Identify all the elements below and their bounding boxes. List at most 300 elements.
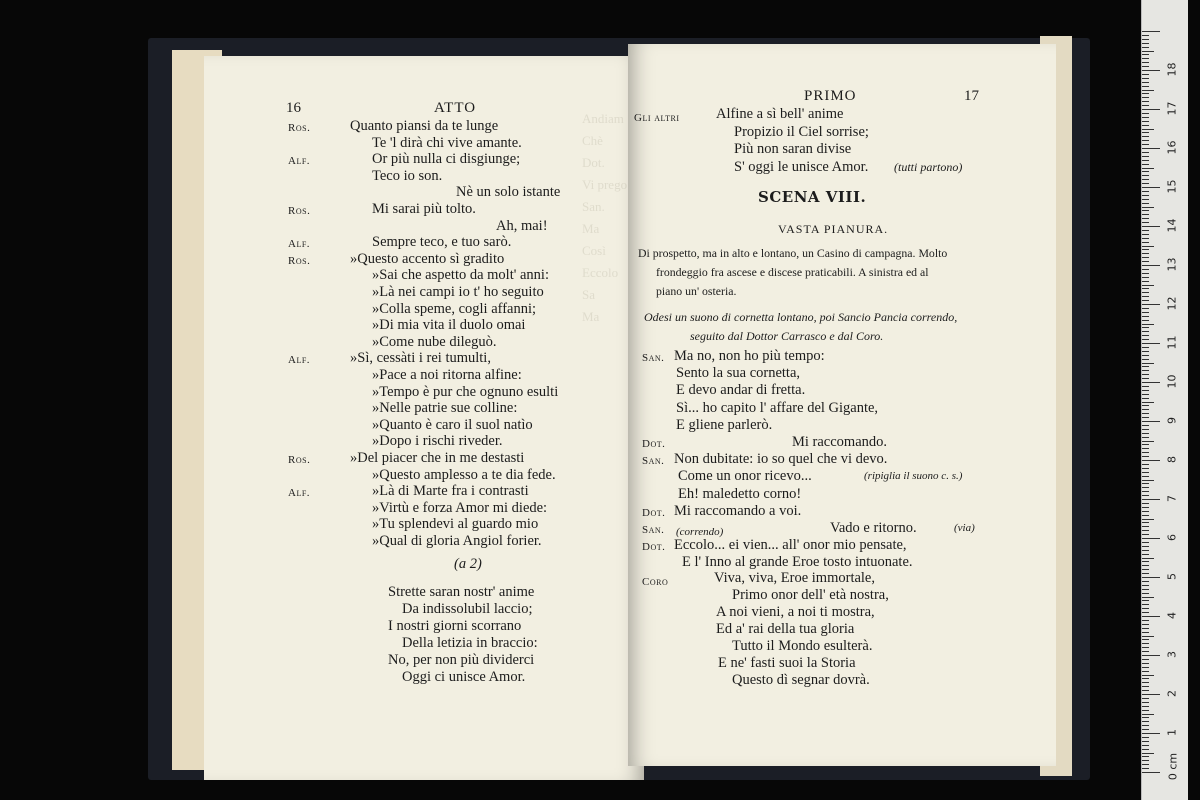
verse-line: Questo dì segnar dovrà. [732,672,870,688]
ruler-tick [1142,43,1149,44]
ruler-tick [1142,663,1149,664]
ruler-tick [1142,402,1154,403]
ruler-tick [1142,300,1149,301]
ruler-tick [1142,639,1149,640]
ruler-tick [1142,717,1149,718]
ruler-tick [1142,756,1149,757]
ruler-tick [1142,171,1149,172]
ruler-tick [1142,760,1149,761]
ruler-tick [1142,429,1149,430]
ruler-tick [1142,647,1149,648]
ruler-tick [1142,569,1149,570]
verse-line: »Del piacer che in me destasti [350,450,525,466]
speaker-label: Ros. [288,454,311,466]
verse-line: Vado e ritorno. [830,520,917,536]
ruler-tick [1142,733,1160,734]
speaker-label: Alf. [288,155,311,168]
ruler-tick [1142,472,1149,473]
ruler-tick [1142,54,1149,55]
ruler-tick [1142,343,1160,344]
ruler-tick [1142,74,1149,75]
ruler-tick [1142,597,1154,598]
ruler-tick [1142,519,1154,520]
verse-line: »Là di Marte fra i contrasti [372,483,529,500]
ruler-tick [1142,168,1154,169]
ruler-tick [1142,210,1149,211]
ruler-tick [1142,164,1149,165]
ruler-tick [1142,292,1149,293]
ruler-tick [1142,725,1149,726]
ruler-tick [1142,125,1149,126]
ruler-tick [1142,698,1149,699]
verse-line: E gliene parlerò. [676,416,773,433]
ruler-tick [1142,721,1149,722]
ruler-tick [1142,281,1149,282]
ruler-tick [1142,226,1160,227]
ruler-tick [1142,671,1149,672]
ruler-tick [1142,675,1154,676]
verse-line: Ed a' rai della tua gloria [716,621,855,637]
ruler-tick [1142,476,1149,477]
verse-line: Or più nulla ci disgiunge; [372,151,521,168]
ruler-number: 11 [1165,335,1179,350]
verse-line: Quanto piansi da te lunge [350,118,499,134]
ruler-tick [1142,152,1149,153]
ruler-tick [1142,702,1149,703]
ruler-tick [1142,304,1160,305]
ruler-tick [1142,144,1149,145]
ruler-tick [1142,355,1149,356]
ruler-tick [1142,495,1149,496]
ruler-tick [1142,214,1149,215]
verse-line: »Virtù e forza Amor mi diede: [372,499,548,516]
ruler-tick [1142,764,1149,765]
ruler-tick [1142,82,1149,83]
ruler-number: 7 [1165,495,1179,502]
ruler-tick [1142,363,1154,364]
ruler-tick [1142,129,1154,130]
ruler-tick [1142,160,1149,161]
ruler-tick [1142,156,1149,157]
ruler-tick [1142,550,1149,551]
ruler-tick [1142,507,1149,508]
ruler-tick [1142,542,1149,543]
ruler-tick [1142,234,1149,235]
ruler-tick [1142,93,1149,94]
ruler-number: 1 [1165,729,1179,736]
verse-line: Mi raccomando. [792,434,888,450]
speaker-label: Coro [642,576,669,588]
stage-line: frondeggio fra ascese e discese praticabili. A sinistra ed al [656,265,929,279]
ruler-tick [1142,277,1149,278]
ruler-tick [1142,499,1160,500]
verse-line: Viva, viva, Eroe immortale, [714,570,875,586]
ruler-tick [1142,425,1149,426]
ruler-tick [1142,667,1149,668]
ruler-tick [1142,253,1149,254]
ruler-tick [1142,546,1149,547]
scene-title: SCENA VIII. [758,188,867,206]
ruler-number: 14 [1165,218,1179,233]
stage-line: Odesi un suono di cornetta lontano, poi Sancio Pancia correndo, [644,310,958,324]
ruler-tick [1142,285,1154,286]
ruler-tick [1142,577,1160,578]
verse-line: S' oggi le unisce Amor. [734,158,869,175]
ruler-tick [1142,66,1149,67]
ruler-tick [1142,444,1149,445]
verse-line: Alfine a sì bell' anime [716,106,844,122]
ruler-number: 6 [1165,534,1179,541]
ruler-tick [1142,690,1149,691]
ruler-tick [1142,441,1154,442]
ruler-tick [1142,347,1149,348]
ruler-tick [1142,433,1149,434]
speaker-label: Gli altri [634,112,680,124]
right-page-header: PRIMO [804,88,857,104]
ruler-tick [1142,561,1149,562]
ruler-tick [1142,105,1149,106]
verse-line: »Questo accento sì gradito [350,250,505,267]
ruler-tick [1142,538,1160,539]
verse-line: E l' Inno al grande Eroe tosto intuonate. [682,554,913,571]
ruler-tick [1142,558,1154,559]
speaker-label: San. [642,455,665,468]
verse-line: Della letizia in braccio: [402,635,538,651]
ruler-tick [1142,312,1149,313]
bleed-through-text: Andiam Chè Dot. Vi prego San. Ma Così Eccolo Sa Ma [582,111,628,324]
verse-line: »Colla speme, cogli affanni; [372,300,537,317]
ruler-tick [1142,183,1149,184]
ruler-tick [1142,191,1149,192]
ruler-tick [1142,339,1149,340]
ruler-tick [1142,47,1149,48]
verse-line: »Come nube dileguò. [372,333,497,350]
ruler-tick [1142,511,1149,512]
ruler-tick [1142,468,1149,469]
stage-line: Di prospetto, ma in alto e lontano, un Casino di campagna. Molto [638,246,948,260]
ruler-number: 13 [1165,257,1179,272]
ruler-number: 15 [1165,179,1179,194]
ruler-tick [1142,70,1160,71]
ruler-tick [1142,491,1149,492]
verse-line: »Quanto è caro il suol natìo [372,416,533,433]
scene-location: VASTA PIANURA. [778,222,889,236]
ruler-tick [1142,78,1149,79]
ruler-tick [1142,659,1149,660]
ruler-tick [1142,581,1149,582]
ruler-tick [1142,456,1149,457]
ruler-tick [1142,218,1149,219]
ruler-tick [1142,616,1160,617]
ruler-tick [1142,101,1149,102]
ruler-tick [1142,503,1149,504]
ruler-tick [1142,140,1149,141]
ruler-tick [1142,390,1149,391]
ruler-tick [1142,187,1160,188]
speaker-label: Ros. [288,122,311,134]
ruler-tick [1142,554,1149,555]
ruler-number: 12 [1165,296,1179,311]
ruler-tick [1142,316,1149,317]
verse-line: Strette saran nostr' anime [388,584,535,600]
right-page-number: 17 [964,88,979,104]
verse-line: »Tempo è pur che ognuno esulti [372,383,559,400]
ruler-tick [1142,207,1154,208]
ruler-tick [1142,460,1160,461]
ruler-tick [1142,620,1149,621]
ruler-tick [1142,448,1149,449]
ruler-tick [1142,565,1149,566]
ruler-tick [1142,90,1154,91]
left-page-header: ATTO [434,100,477,116]
speaker-label: Dot. [642,438,666,450]
ruler-tick [1142,694,1160,695]
verse-line: Sento la sua cornetta, [676,365,801,382]
ruler-number: 5 [1165,573,1179,580]
ruler-tick [1142,768,1149,769]
ruler-tick [1142,772,1160,773]
ruler-tick [1142,628,1149,629]
verse-line: Teco io son. [372,167,443,184]
ruler-tick [1142,238,1149,239]
ruler-tick [1142,706,1149,707]
speaker-label: Dot. [642,541,666,554]
ruler-tick [1142,413,1149,414]
stage-line: seguito dal Dottor Carrasco e dal Coro. [690,329,884,343]
ruler-tick [1142,452,1149,453]
ruler-tick [1142,714,1154,715]
ruler-tick [1142,203,1149,204]
ruler-tick [1142,632,1149,633]
speaker-label: San. [642,524,665,536]
verse-line: Tutto il Mondo esulterà. [732,638,873,654]
ruler-tick [1142,370,1149,371]
ruler-tick [1142,148,1160,149]
verse-line: Primo onor dell' età nostra, [732,587,889,603]
ruler-tick [1142,327,1149,328]
verse-line: Ah, mai! [496,217,548,234]
verse-line: Come un onor ricevo... [678,468,812,485]
ruler-number: 10 [1165,374,1179,389]
ruler-tick [1142,199,1149,200]
speaker-label: Dot. [642,506,666,519]
ruler-number: 4 [1165,612,1179,619]
ruler-tick [1142,324,1154,325]
verse-line: Ma no, non ho più tempo: [674,348,825,364]
ruler-tick [1142,710,1149,711]
ruler-tick [1142,526,1149,527]
ruler-tick [1142,464,1149,465]
speaker-label: Alf. [288,354,311,367]
ruler-tick [1142,405,1149,406]
verse-line: Oggi ci unisce Amor. [402,669,526,685]
a2-label: (a 2) [454,556,482,572]
verse-line: »Sai che aspetto da molt' anni: [372,267,549,284]
ruler-tick [1142,612,1149,613]
ruler-tick [1142,249,1149,250]
ruler-tick [1142,604,1149,605]
stage-direction: (correndo) [676,526,724,538]
verse-line: Mi sarai più tolto. [372,201,476,217]
ruler-tick [1142,386,1149,387]
ruler-tick [1142,261,1149,262]
verse-line: Propizio il Ciel sorrise; [734,123,869,140]
ruler-tick [1142,86,1149,87]
ruler-tick [1142,35,1149,36]
verse-line: No, per non più dividerci [388,652,535,668]
measuring-ruler [1141,0,1188,800]
ruler-tick [1142,480,1154,481]
ruler-tick [1142,366,1149,367]
verse-line: A noi vieni, a noi ti mostra, [716,604,875,620]
ruler-tick [1142,682,1149,683]
verse-line: »Là nei campi io t' ho seguito [372,284,544,300]
verse-line: Sempre teco, e tuo sarò. [372,234,512,251]
verse-line: »Nelle patrie sue colline: [372,400,518,417]
stage-direction: (via) [954,522,975,534]
speaker-label: Alf. [288,238,311,251]
ruler-number: 17 [1165,101,1179,116]
stage-direction: (ripiglia il suono c. s.) [864,470,963,483]
verse-line: Te 'l dirà chi vive amante. [372,134,522,151]
ruler-tick [1142,745,1149,746]
verse-line: Nè un solo istante [456,184,561,201]
ruler-tick [1142,230,1149,231]
ruler-tick [1142,320,1149,321]
ruler-tick [1142,97,1149,98]
ruler-tick [1142,409,1149,410]
verse-line: Non dubitate: io so quel che vi devo. [674,451,888,468]
ruler-tick [1142,589,1149,590]
ruler-tick [1142,109,1160,110]
ruler-number: 8 [1165,456,1179,463]
verse-line: I nostri giorni scorrano [388,618,522,634]
ruler-tick [1142,382,1160,383]
speaker-label: Ros. [288,205,311,217]
stage-direction: (tutti partono) [894,160,963,174]
ruler-tick [1142,515,1149,516]
ruler-tick [1142,246,1154,247]
ruler-number: 9 [1165,417,1179,424]
verse-line: »Pace a noi ritorna alfine: [372,367,522,383]
ruler-tick [1142,729,1149,730]
ruler-tick [1142,585,1149,586]
ruler-tick [1142,636,1154,637]
verse-line: Eh! maledetto corno! [678,485,802,502]
ruler-tick [1142,308,1149,309]
left-page [204,56,644,780]
ruler-tick [1142,643,1149,644]
speaker-label: Ros. [288,254,311,267]
ruler-tick [1142,265,1160,266]
ruler-unit: 0 cm [1166,752,1180,781]
verse-line: »Qual di gloria Angiol forier. [372,533,542,549]
ruler-tick [1142,624,1149,625]
verse-line: Eccolo... ei vien... all' onor mio pensate, [674,537,907,554]
ruler-tick [1142,136,1149,137]
ruler-number: 16 [1165,140,1179,155]
ruler-tick [1142,351,1149,352]
verse-line: »Dopo i rischi riveder. [372,433,503,450]
ruler-tick [1142,378,1149,379]
ruler-tick [1142,593,1149,594]
ruler-number: 18 [1165,62,1179,77]
verse-line: »Sì, cessàti i rei tumulti, [350,350,491,367]
ruler-tick [1142,179,1149,180]
ruler-tick [1142,398,1149,399]
ruler-tick [1142,483,1149,484]
ruler-tick [1142,242,1149,243]
ruler-tick [1142,686,1149,687]
ruler-tick [1142,437,1149,438]
ruler-tick [1142,487,1149,488]
ruler-tick [1142,257,1149,258]
ruler-tick [1142,753,1154,754]
ruler-tick [1142,175,1149,176]
ruler-tick [1142,58,1149,59]
ruler-tick [1142,421,1160,422]
ruler-tick [1142,222,1149,223]
verse-line: Da indissolubil laccio; [402,601,533,617]
ruler-tick [1142,359,1149,360]
verse-line: Più non saran divise [734,141,852,157]
ruler-tick [1142,678,1149,679]
ruler-tick [1142,288,1149,289]
ruler-tick [1142,331,1149,332]
ruler-tick [1142,39,1149,40]
ruler-tick [1142,113,1149,114]
verse-line: E devo andar di fretta. [676,382,806,399]
ruler-tick [1142,117,1149,118]
ruler-tick [1142,573,1149,574]
speaker-label: Alf. [288,487,311,500]
ruler-tick [1142,335,1149,336]
ruler-tick [1142,522,1149,523]
ruler-tick [1142,741,1149,742]
right-page [628,44,1056,766]
ruler-tick [1142,31,1160,32]
verse-line: »Tu splendevi al guardo mio [372,516,539,533]
ruler-tick [1142,530,1149,531]
ruler-tick [1142,132,1149,133]
ruler-tick [1142,600,1149,601]
ruler-number: 2 [1165,690,1179,697]
ruler-tick [1142,534,1149,535]
ruler-tick [1142,195,1149,196]
speaker-label: San. [642,352,665,364]
ruler-tick [1142,749,1149,750]
ruler-tick [1142,51,1154,52]
verse-line: »Questo amplesso a te dia fede. [372,466,556,483]
verse-line: Sì... ho capito l' affare del Gigante, [676,399,879,416]
stage-line: piano un' osteria. [656,284,737,298]
ruler-tick [1142,273,1149,274]
verse-line: E ne' fasti suoi la Storia [718,655,856,671]
ruler-tick [1142,655,1160,656]
ruler-tick [1142,62,1149,63]
ruler-tick [1142,296,1149,297]
ruler-tick [1142,121,1149,122]
ruler-tick [1142,417,1149,418]
verse-line: Mi raccomando a voi. [674,502,802,519]
ruler-tick [1142,737,1149,738]
ruler-tick [1142,269,1149,270]
ruler-tick [1142,608,1149,609]
ruler-number: 3 [1165,651,1179,658]
ruler-tick [1142,374,1149,375]
verse-line: »Di mia vita il duolo omai [372,317,526,334]
ruler-tick [1142,394,1149,395]
